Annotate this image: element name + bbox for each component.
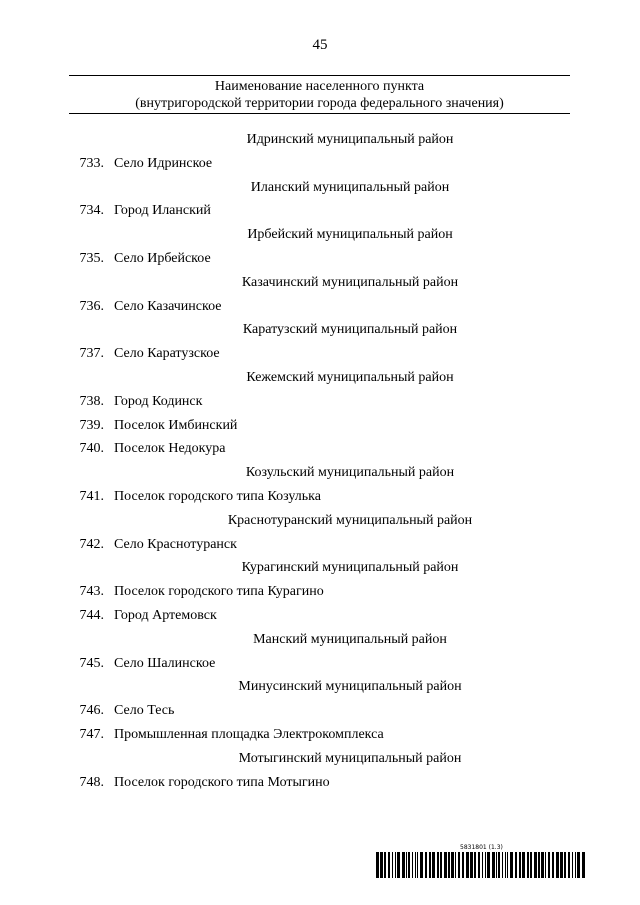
- barcode-bar: [496, 852, 497, 878]
- settlement-number: 745.: [79, 655, 104, 671]
- barcode-bar: [575, 852, 576, 878]
- barcode-bar: [402, 852, 405, 878]
- barcode-bar: [548, 852, 550, 878]
- barcode-bar: [505, 852, 506, 878]
- barcode-label: 5831801 (1.3): [460, 844, 503, 851]
- settlement-number: 734.: [79, 203, 104, 219]
- barcode-bar: [510, 852, 513, 878]
- settlement-name: Поселок Имбинский: [114, 417, 238, 433]
- settlement-name: Поселок городского типа Мотыгино: [114, 774, 330, 790]
- district-heading: Козульский муниципальный район: [245, 465, 455, 481]
- barcode-bar: [527, 852, 529, 878]
- district-heading: Кежемский муниципальный район: [246, 369, 454, 385]
- district-heading: Манский муниципальный район: [253, 631, 447, 647]
- settlement-row: [0, 199, 640, 223]
- entries-list: [0, 128, 640, 794]
- settlement-row: [0, 771, 640, 795]
- barcode-bar: [538, 852, 540, 878]
- settlement-name: Поселок Недокура: [114, 441, 226, 457]
- barcode-bar: [384, 852, 386, 878]
- district-heading: Минусинский муниципальный район: [238, 679, 462, 695]
- barcode-bar: [466, 852, 469, 878]
- barcode-bar: [498, 852, 500, 878]
- barcode-bar: [534, 852, 537, 878]
- barcode-bar: [515, 852, 517, 878]
- barcode-bar: [397, 852, 400, 878]
- settlement-name: Город Кодинск: [114, 393, 203, 409]
- barcode-bar: [568, 852, 570, 878]
- settlement-name: Село Ирбейское: [114, 250, 211, 266]
- district-heading: Иланский муниципальный район: [250, 179, 450, 195]
- barcode-bar: [492, 852, 495, 878]
- district-heading: Каратузский муниципальный район: [242, 322, 458, 338]
- barcode-bar: [429, 852, 431, 878]
- barcode-bar: [376, 852, 379, 878]
- settlement-number: 741.: [79, 488, 104, 504]
- barcode-bar: [556, 852, 559, 878]
- settlement-name: Город Артемовск: [114, 607, 217, 623]
- settlement-name: Село Каратузское: [114, 346, 220, 362]
- settlement-number: 744.: [79, 607, 104, 623]
- barcode-bar: [485, 852, 486, 878]
- district-heading: Идринский муниципальный район: [246, 132, 454, 147]
- header-line-1: Наименование населенного пункта: [214, 79, 425, 94]
- settlement-row: [0, 390, 640, 414]
- barcode-bar: [552, 852, 554, 878]
- settlement-name: Село Идринское: [114, 155, 213, 171]
- barcode-bar: [392, 852, 393, 878]
- barcode-bar: [440, 852, 442, 878]
- barcode-bar: [388, 852, 390, 878]
- settlement-number: 748.: [79, 774, 104, 790]
- barcode-bar: [478, 852, 480, 878]
- settlement-number: 733.: [79, 155, 104, 171]
- settlement-row: [0, 604, 640, 628]
- barcode-bar: [380, 852, 383, 878]
- barcode-bar: [572, 852, 573, 878]
- barcode-bar: [541, 852, 544, 878]
- barcode-bar: [462, 852, 464, 878]
- barcode-bar: [406, 852, 407, 878]
- settlement-number: 740.: [79, 441, 104, 457]
- settlement-name: Село Казачинское: [114, 298, 222, 314]
- header-bottom-rule: [69, 113, 570, 114]
- barcode-bar: [519, 852, 521, 878]
- table-header: [69, 78, 570, 112]
- settlement-name: Село Шалинское: [114, 655, 216, 671]
- district-heading: Краснотуранский муниципальный район: [227, 512, 473, 528]
- settlement-name: Город Иланский: [114, 203, 211, 219]
- barcode-bar: [420, 852, 423, 878]
- page-number: 45: [312, 37, 328, 53]
- barcode-bar: [444, 852, 447, 878]
- barcode-bar: [415, 852, 416, 878]
- barcode-bar: [522, 852, 525, 878]
- barcode-bar: [432, 852, 435, 878]
- settlement-row: [0, 437, 640, 461]
- settlement-number: 738.: [79, 393, 104, 409]
- barcode-bar: [502, 852, 503, 878]
- settlement-row: [0, 247, 640, 271]
- settlement-row: [0, 414, 640, 438]
- settlement-row: [0, 485, 640, 509]
- barcode-bar: [482, 852, 483, 878]
- settlement-name: Поселок городского типа Козулька: [114, 488, 321, 504]
- settlement-row: [0, 342, 640, 366]
- header-line-2: (внутригородской территории города федерального значения): [135, 96, 504, 111]
- district-heading: Казачинский муниципальный район: [241, 274, 459, 290]
- settlement-row: [0, 533, 640, 557]
- settlement-number: 746.: [79, 703, 104, 719]
- barcode-bar: [474, 852, 476, 878]
- barcode-bar: [507, 852, 508, 878]
- settlement-name: Село Тесь: [114, 703, 175, 719]
- settlement-number: 739.: [79, 417, 104, 433]
- district-heading: Мотыгинский муниципальный район: [238, 750, 462, 766]
- barcode-bar: [582, 852, 585, 878]
- barcode-bar: [470, 852, 473, 878]
- settlement-number: 737.: [79, 346, 104, 362]
- barcode-bar: [437, 852, 439, 878]
- district-heading: Ирбейский муниципальный район: [247, 227, 453, 243]
- barcode-bar: [395, 852, 396, 878]
- barcode: [376, 852, 588, 878]
- settlement-row: [0, 295, 640, 319]
- barcode-bar: [487, 852, 490, 878]
- settlement-number: 742.: [79, 536, 104, 552]
- barcode-bar: [408, 852, 410, 878]
- barcode-bar: [425, 852, 427, 878]
- barcode-bar: [412, 852, 413, 878]
- settlement-number: 735.: [79, 250, 104, 266]
- barcode-bar: [564, 852, 566, 878]
- settlement-number: 747.: [79, 726, 104, 742]
- barcode-bar: [577, 852, 580, 878]
- settlement-number: 743.: [79, 584, 104, 600]
- barcode-bar: [448, 852, 450, 878]
- barcode-bar: [560, 852, 563, 878]
- header-top-rule: [69, 75, 570, 76]
- district-heading: Курагинский муниципальный район: [241, 560, 459, 576]
- barcode-bar: [455, 852, 456, 878]
- barcode-bar: [530, 852, 532, 878]
- settlement-row: [0, 723, 640, 747]
- barcode-bar: [545, 852, 546, 878]
- barcode-bar: [451, 852, 454, 878]
- settlement-row: [0, 152, 640, 176]
- settlement-number: 736.: [79, 298, 104, 314]
- barcode-bar: [458, 852, 460, 878]
- settlement-name: Промышленная площадка Электрокомплекса: [114, 726, 384, 742]
- settlement-row: [0, 652, 640, 676]
- settlement-row: [0, 699, 640, 723]
- settlement-name: Село Краснотуранск: [114, 536, 237, 552]
- settlement-row: [0, 580, 640, 604]
- barcode-bar: [417, 852, 418, 878]
- settlement-name: Поселок городского типа Курагино: [114, 584, 324, 600]
